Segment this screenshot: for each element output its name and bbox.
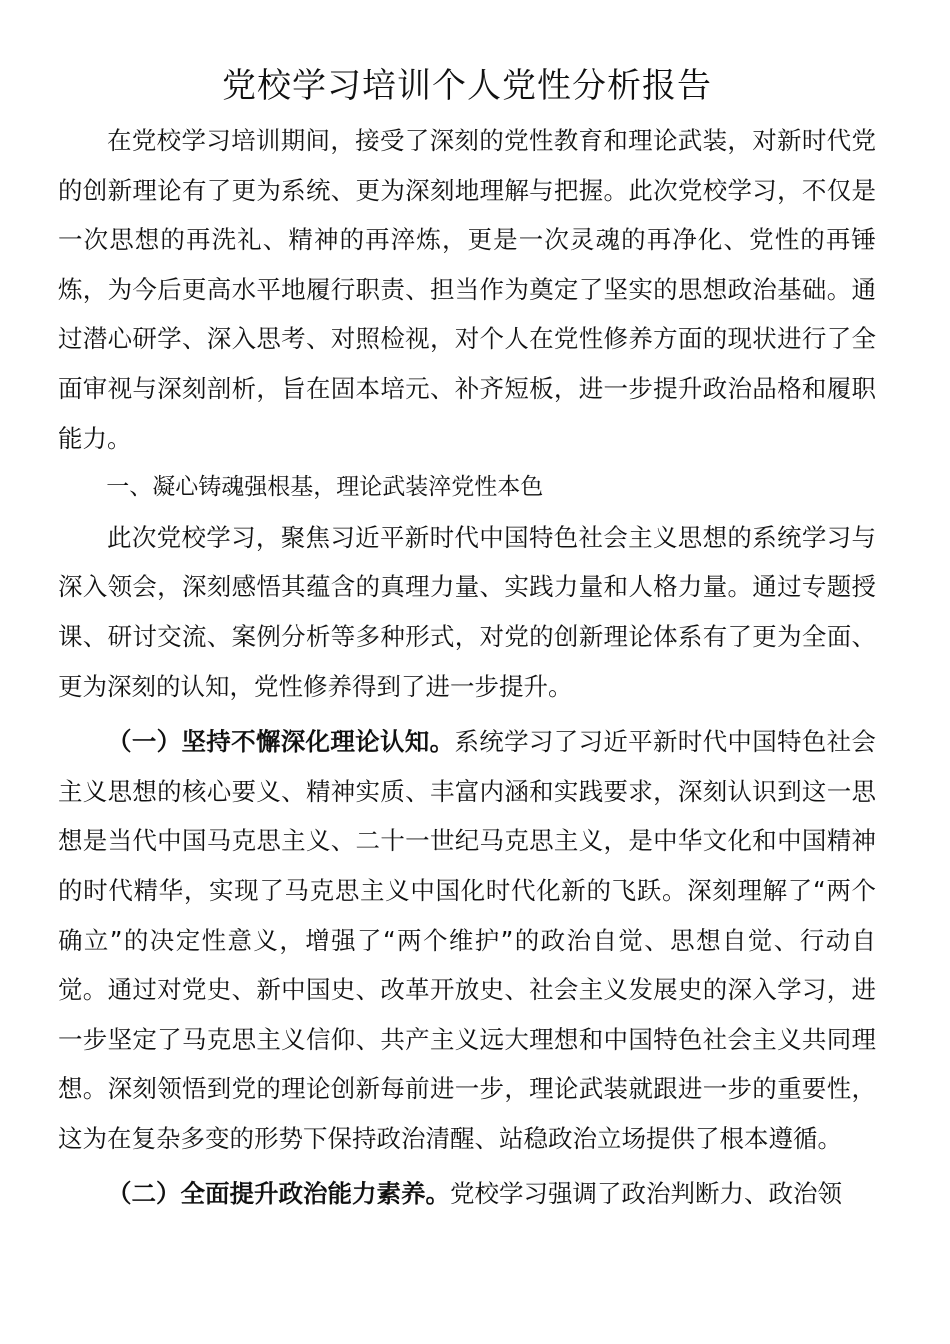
subsection-text-2: 党校学习强调了政治判断力、政治领 <box>450 1179 842 1209</box>
section-heading: 一、凝心铸魂强根基，理论武装淬党性本色 <box>106 474 544 501</box>
intro-paragraph: 在党校学习培训期间，接受了深刻的党性教育和理论武装，对新时代党的创新理论有了更为系统、更为深刻地理解与把握。此次党校学习，不仅是一次思想的再洗礼、精神的再淬炼，更是一次灵魂的再净化、党性的再锤炼，为今后更高水平地履行职责、担当作为奠定了坚实的思想政治基础。通过潜心研学、深入思考、对照检视，对个人在党性修养方面的现状进行了全面审视与深刻剖析，旨在固本培元、补齐短板，进一步提升政治品格和履职能力。 <box>58 126 876 453</box>
document-title: 党校学习培训个人党性分析报告 <box>222 66 712 106</box>
section-body-paragraph: 此次党校学习，聚焦习近平新时代中国特色社会主义思想的系统学习与深入领会，深刻感悟其蕴含的真理力量、实践力量和人格力量。通过专题授课、研讨交流、案例分析等多种形式，对党的创新理论体系有了更为全面、更为深刻的认知，党性修养得到了进一步提升。 <box>58 522 876 701</box>
subsection-heading-1: （一）坚持不懈深化理论认知。 <box>107 727 455 757</box>
subsection-text-1: 系统学习了习近平新时代中国特色社会主义思想的核心要义、精神实质、丰富内涵和实践要求，深刻认识到这一思想是当代中国马克思主义、二十一世纪马克思主义，是中华文化和中国精神的时代精华，实现了马克思主义中国化时代化新的飞跃。深刻理解了“两个确立”的决定性意义，增强了“两个维护”的政治自觉、思想自觉、行动自觉。通过对党史、新中国史、改革开放史、社会主义发展史的深入学习，进一步坚定了马克思主义信仰、共产主义远大理想和中国特色社会主义共同理想。深刻领悟到党的理论创新每前进一步，理论武装就跟进一步的重要性，这为在复杂多变的形势下保持政治清醒、站稳政治立场提供了根本遵循。 <box>58 727 877 1153</box>
subsection-paragraph-1 <box>58 717 876 1163</box>
subsection-heading-2: （二）全面提升政治能力素养。 <box>107 1179 450 1209</box>
subsection-paragraph-2 <box>58 1169 876 1219</box>
document-page <box>58 62 876 1219</box>
